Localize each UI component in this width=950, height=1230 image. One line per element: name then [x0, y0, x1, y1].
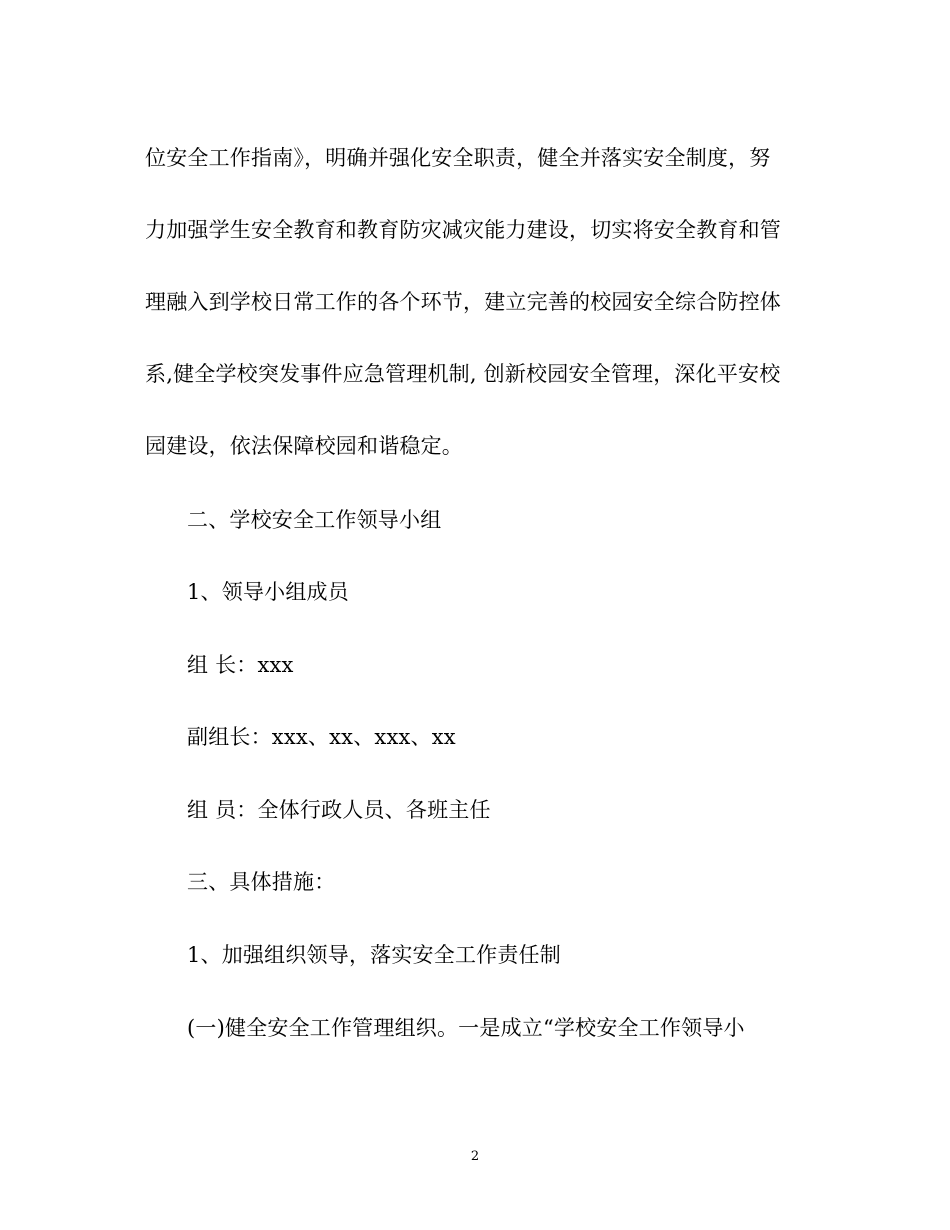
paragraph-line: 力加强学生安全教育和教育防灾减灾能力建设，切实将安全教育和管	[145, 218, 781, 242]
paragraph-line: 系,健全学校突发事件应急管理机制, 创新校园安全管理，深化平安校	[145, 362, 781, 386]
page-number: 2	[470, 1149, 480, 1164]
subsection-heading: 1、加强组织领导，落实安全工作责任制	[187, 943, 561, 967]
paragraph-line: (一)健全安全工作管理组织。一是成立“学校安全工作领导小	[187, 1016, 745, 1040]
subsection-heading: 1、领导小组成员	[187, 580, 349, 604]
section-heading: 二、学校安全工作领导小组	[187, 508, 442, 532]
paragraph-line: 位安全工作指南》，明确并强化安全职责，健全并落实安全制度，努	[145, 146, 771, 170]
group-leader-line: 组 长：xxx	[187, 653, 294, 677]
section-heading: 三、具体措施：	[187, 870, 336, 894]
deputy-leader-line: 副组长：xxx、xx、xxx、xx	[187, 725, 456, 749]
paragraph-line: 园建设，依法保障校园和谐稳定。	[145, 434, 463, 458]
paragraph-line: 理融入到学校日常工作的各个环节，建立完善的校园安全综合防控体	[145, 290, 781, 314]
group-members-line: 组 员：全体行政人员、各班主任	[187, 798, 491, 822]
